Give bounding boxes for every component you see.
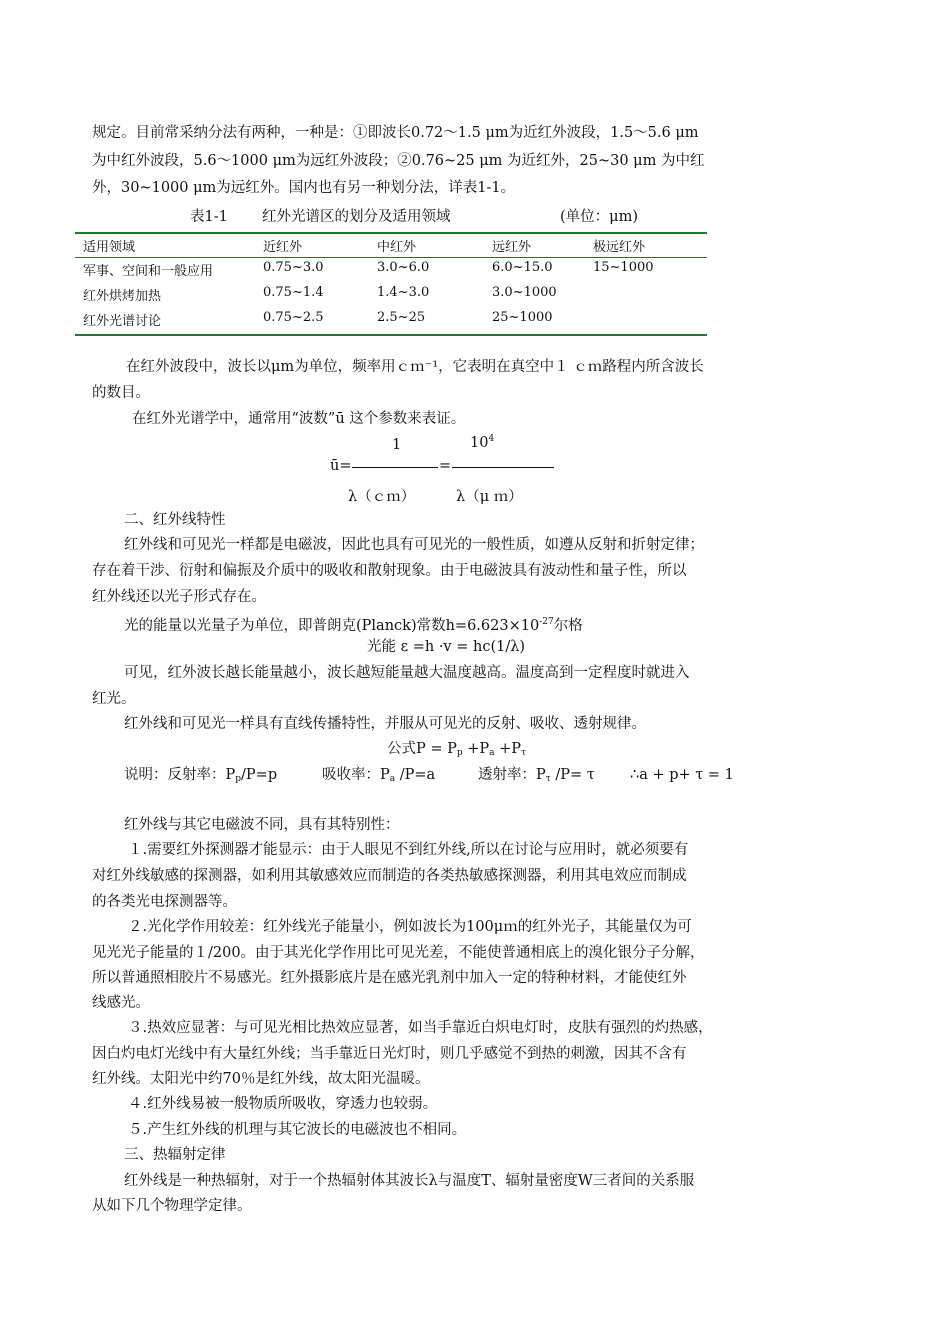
list-item: 因白灼电灯光线中有大量红外线；当手靠近日光灯时，则几乎感觉不到热的刺激，因其不含有 [92,1046,687,1062]
paragraph-line: 红外线和可见光一样都是电磁波，因此也具有可见光的一般性质，如遵从反射和折射定律； [124,537,704,553]
table-cell: 1.4~3.0 [377,285,430,300]
formula-equals: = [439,458,452,474]
paragraph-line: 红光。 [92,691,136,707]
list-item: 的各类光电探测器等。 [92,894,237,910]
formula-denominator: λ（ｃｍ） [348,489,416,505]
table-header-cell: 近红外 [263,240,303,255]
paragraph-line: 红外线是一种热辐射，对于一个热辐射体其波长λ与温度T、辐射量密度W三者间的关系服 [124,1173,695,1189]
power-formula: 公式$P = P_p +P_a +P_\tau$ [387,741,527,758]
table-cell: 25~1000 [492,310,553,325]
table-cell: 2.5~25 [377,310,426,325]
paragraph-line: 红外线还以光子形式存在。 [92,589,266,605]
table-cell: 6.0~15.0 [492,260,553,275]
paragraph-line: 从如下几个物理学定律。 [92,1198,252,1214]
list-item: ４.红外线易被一般物质所吸收，穿透力也较弱。 [128,1096,438,1112]
formula-numerator: 1 [392,437,402,453]
planck-line: 光的能量以光量子为单位，即普朗克(Planck)常数$h=6.623\times 10^{-27}$尔格 [124,617,583,634]
table-cell: 15~1000 [593,260,654,275]
table-caption-number: 表1-1 [190,209,228,225]
paragraph-line: 可见，红外波长越长能量越小，波长越短能量越大温度越高。温度高到一定程度时就进入 [124,665,690,681]
table-bottom-rule [75,334,707,336]
list-item: 对红外线敏感的探测器，如利用其敏感效应而制造的各类热敏感探测器，利用其电效应而制成 [92,868,687,884]
explain-absorb: 吸收率：$P_a$ /P=a [322,767,436,784]
table-cell: 红外烘烤加热 [83,289,162,304]
list-item: 所以普通照相胶片不易感光。红外摄影底片是在感光乳剂中加入一定的特种材料，才能使红外 [92,970,687,986]
table-header-cell: 极远红外 [593,240,646,255]
table-cell: 0.75~1.4 [263,285,324,300]
list-item: 红外线。太阳光中约70％是红外线，故太阳光温暖。 [92,1071,430,1087]
explain-reflect: 说明：反射率：$P_p/P=p$ [124,767,278,784]
formula-lhs: ū= [330,458,352,474]
explain-transmit: 透射率：$P_\tau$ /P= τ [478,767,595,784]
energy-formula: 光能 ε =h ·v = hc(1/λ) [367,639,526,655]
paragraph-line: 在红外波段中，波长以μm为单位，频率用ｃｍ⁻¹，它表明在真空中１ ｃｍ路程内所含波长 [126,359,704,375]
table-header-cell: 中红外 [377,240,417,255]
paragraph-line: 规定。目前常采纳分法有两种，一种是：①即波长0.72～1.5 μm为近红外波段，1.5～5.6 μm [92,125,699,141]
list-item: ５.产生红外线的机理与其它波长的电磁波也不相同。 [128,1122,467,1138]
table-header-rule [75,257,707,258]
formula-numerator: $10^4$ [470,434,495,451]
list-item: １.需要红外探测器才能显示：由于人眼见不到红外线,所以在讨论与应用时，就必须要有 [128,842,689,858]
section-heading: 三、热辐射定律 [124,1147,226,1163]
table-cell: 0.75~2.5 [263,310,324,325]
paragraph-line: 在红外光谱学中，通常用“波数”ū 这个参数来表证。 [132,411,466,427]
table-caption-unit: (单位：μm) [560,209,638,225]
list-item: 见光光子能量的１/200。由于其光化学作用比可见光差，不能使普通相底上的溴化银分子分解， [92,945,705,961]
formula-denominator: λ（μ ｍ） [456,489,523,505]
paragraph-line: 为中红外波段，5.6～1000 μm为远红外波段；②0.76~25 μm 为近红外，25~30 μm 为中红 [92,153,705,169]
table-header-cell: 远红外 [492,240,532,255]
explain-sum: ∴a + p+ τ = 1 [630,767,734,783]
list-item: 线感光。 [92,995,150,1011]
table-header-cell: 适用领域 [83,240,136,255]
paragraph-line: 红外线和可见光一样具有直线传播特性，并服从可见光的反射、吸收、透射规律。 [124,716,646,732]
fraction-bar [352,467,438,468]
table-top-rule [75,232,707,234]
table-caption-title: 红外光谱区的划分及适用领域 [262,209,451,225]
table-cell: 3.0~6.0 [377,260,430,275]
table-cell: 红外光谱讨论 [83,314,162,329]
section-heading: 二、红外线特性 [124,512,226,528]
list-item: ３.热效应显著：与可见光相比热效应显著，如当手靠近白炽电灯时，皮肤有强烈的灼热感， [128,1020,713,1036]
paragraph-line: 外，30~1000 μm为远红外。国内也有另一种划分法，详表1-1。 [92,180,516,196]
paragraph-line: 存在着干涉、衍射和偏振及介质中的吸收和散射现象。由于电磁波具有波动性和量子性，所以 [92,563,687,579]
fraction-bar [452,467,554,468]
table-cell: 3.0~1000 [492,285,557,300]
paragraph-line: 红外线与其它电磁波不同，具有其特别性： [124,817,400,833]
list-item: ２.光化学作用较差：红外线光子能量小，例如波长为100μｍ的红外光子，其能量仅为可 [128,919,692,935]
table-cell: 军事、空间和一般应用 [83,264,214,279]
table-cell: 0.75~3.0 [263,260,324,275]
paragraph-line: 的数目。 [92,385,150,401]
